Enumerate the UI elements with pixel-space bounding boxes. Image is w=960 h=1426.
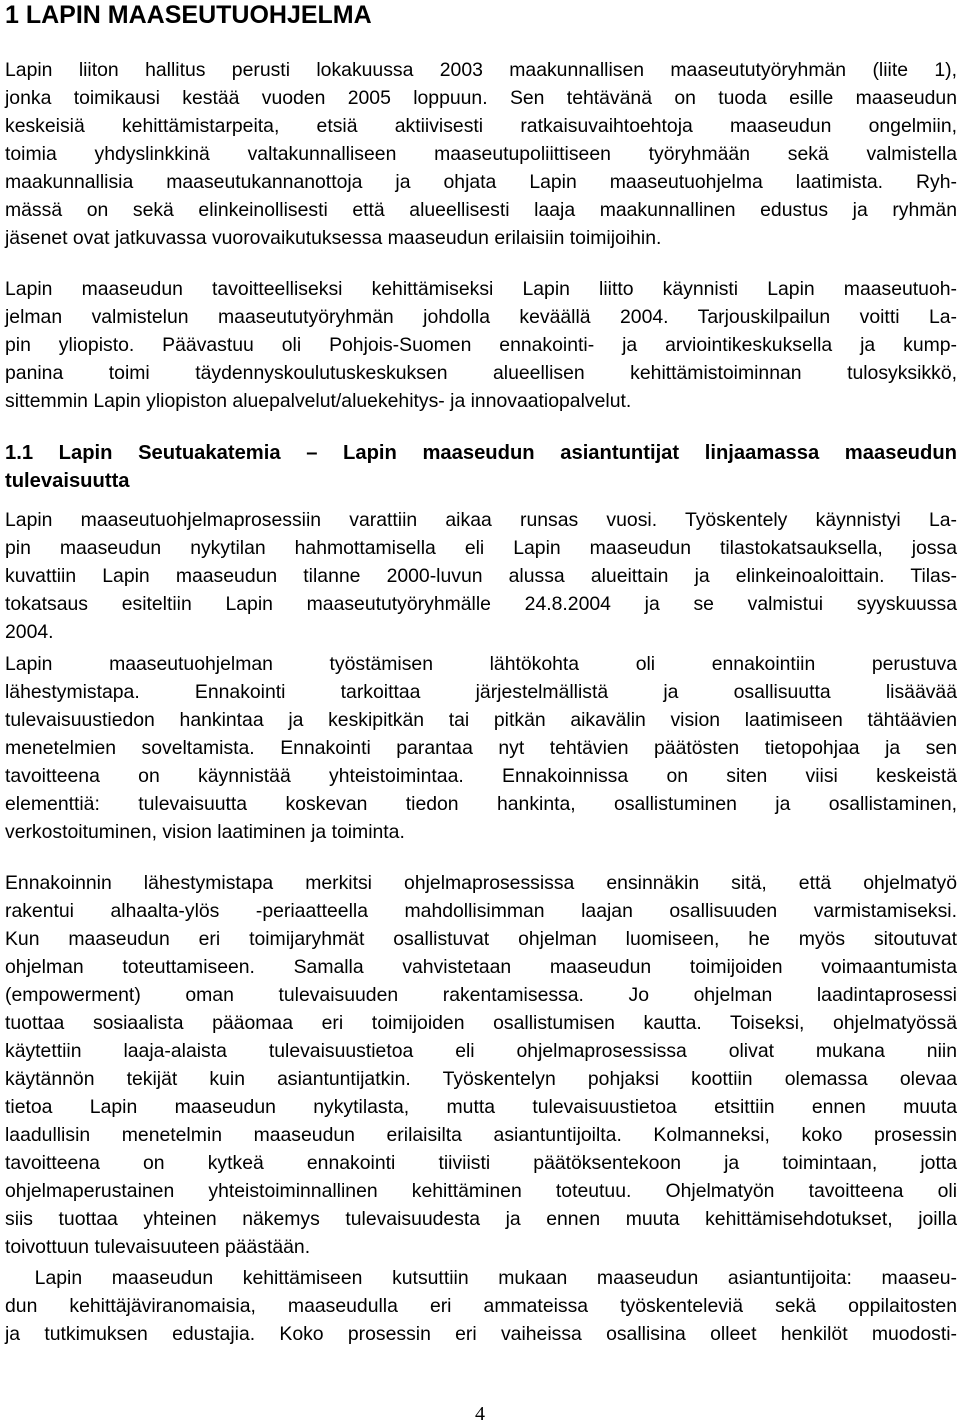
text-line: laadullisin menetelmin maaseudun erilaisilta asiantuntijoilta. Kolmanneksi, koko prosessin — [5, 1124, 957, 1146]
text-line: elementtiä: tulevaisuutta koskevan tiedon hankinta, osallistuminen ja osallistaminen, — [5, 793, 957, 815]
text-line: ohjelmaperustainen yhteistoiminnallinen kehittäminen toteutuu. Ohjelmatyön tavoitteena oli — [5, 1180, 957, 1202]
text-line: jelman valmistelun maaseututyöryhmän johdolla keväällä 2004. Tarjouskilpailun voitti La- — [5, 306, 957, 328]
paragraph-6 — [5, 1264, 957, 1348]
text-line: toivottuun tulevaisuuteen päästään. — [5, 1236, 311, 1258]
text-line: ohjelman toteuttamiseen. Samalla vahvistetaan maaseudun toimijoiden voimaantumista — [5, 956, 957, 978]
text-line: Lapin liiton hallitus perusti lokakuussa 2003 maakunnallisen maaseututyöryhmän (liite 1), — [5, 59, 957, 81]
page-number: 4 — [475, 1403, 485, 1425]
text-line: Kun maaseudun eri toimijaryhmät osallistuvat ohjelman luomiseen, he myös sitoutuvat — [5, 928, 957, 950]
text-line: tokatsaus esiteltiin Lapin maaseututyöryhmälle 24.8.2004 ja se valmistui syyskuussa — [5, 593, 957, 615]
text-line: jonka toimikausi kestää vuoden 2005 loppuun. Sen tehtävänä on tuoda esille maaseudun — [5, 87, 957, 109]
text-line: mässä on sekä elinkeinollisesti että alueellisesti laaja maakunnallinen edustus ja ryhmän — [5, 199, 957, 221]
text-line: Lapin maaseudun kehittämiseen kutsuttiin mukaan maaseudun asiantuntijoita: maaseu- — [5, 1267, 957, 1289]
text-line: maakunnallisia maaseutukannanottoja ja ohjata Lapin maaseutuohjelma laatimista. Ryh- — [5, 171, 957, 193]
heading-line: 1.1 Lapin Seutuakatemia – Lapin maaseudun asiantuntijat linjaamassa maaseudun — [5, 442, 957, 464]
text-line: verkostoituminen, vision laatiminen ja toiminta. — [5, 821, 405, 843]
text-line: dun kehittäjäviranomaisia, maaseudulla eri ammateissa työskenteleviä sekä oppilaitosten — [5, 1295, 957, 1317]
heading-line: tulevaisuutta — [5, 470, 130, 492]
text-line: tietoa Lapin maaseudun nykytilasta, mutta tulevaisuustietoa etsittiin ennen muuta — [5, 1096, 957, 1118]
text-line: lähestymistapa. Ennakointi tarkoittaa järjestelmällistä ja osallisuutta lisäävää — [5, 681, 957, 703]
text-line: tavoitteena on kytkeä ennakointi tiiviisti päätöksentekoon ja toimintaan, jotta — [5, 1152, 957, 1174]
text-line: tuottaa sosiaalista pääomaa eri toimijoiden osallistumisen kautta. Toiseksi, ohjelmatyössä — [5, 1012, 957, 1034]
text-line: Lapin maaseudun tavoitteelliseksi kehittämiseksi Lapin liitto käynnisti Lapin maaseutuoh- — [5, 278, 957, 300]
paragraph-5 — [5, 869, 957, 1261]
section-heading — [5, 439, 957, 495]
text-line: käytännön tekijät kuin asiantuntijatkin. Työskentelyn pohjaksi koottiin olemassa olevaa — [5, 1068, 957, 1090]
paragraph-1 — [5, 56, 957, 252]
text-line: kuvattiin Lapin maaseudun tilanne 2000-luvun alussa alueittain ja elinkeinoaloittain. Tilas- — [5, 565, 957, 587]
paragraph-2 — [5, 275, 957, 415]
paragraph-4 — [5, 650, 957, 846]
text-line: käytettiin laaja-alaista tulevaisuustietoa eli ohjelmaprosessissa olivat mukana niin — [5, 1040, 957, 1062]
text-line: (empowerment) oman tulevaisuuden rakentamisessa. Jo ohjelman laadintaprosessi — [5, 984, 957, 1006]
text-line: Ennakoinnin lähestymistapa merkitsi ohjelmaprosessissa ensinnäkin sitä, että ohjelmatyö — [5, 872, 957, 894]
text-line: ja tutkimuksen edustajia. Koko prosessin eri vaiheissa osallisina olleet henkilöt muodosti- — [5, 1323, 957, 1345]
text-line: menetelmien soveltamista. Ennakointi parantaa nyt tehtävien päätösten tietopohjaa ja sen — [5, 737, 957, 759]
text-line: keskeisiä kehittämistarpeita, etsiä aktiivisesti ratkaisuvaihtoehtoja maaseudun ongelmiin, — [5, 115, 957, 137]
text-line: Lapin maaseutuohjelman työstämisen lähtökohta oli ennakointiin perustuva — [5, 653, 957, 675]
text-line: panina toimi täydennyskoulutuskeskuksen alueellisen kehittämistoiminnan tulosyksikkö, — [5, 362, 957, 384]
text-line: tulevaisuustiedon hankintaa ja keskipitkän tai pitkän aikavälin vision laatimiseen tähtäävien — [5, 709, 957, 731]
text-line: Lapin maaseutuohjelmaprosessiin varattiin aikaa runsas vuosi. Työskentely käynnistyi La- — [5, 509, 957, 531]
text-line: jäsenet ovat jatkuvassa vuorovaikutuksessa maaseudun erilaisiin toimijoihin. — [5, 227, 662, 249]
text-line: sittemmin Lapin yliopiston aluepalvelut/aluekehitys- ja innovaatiopalvelut. — [5, 390, 632, 412]
text-line: rakentui alhaalta-ylös -periaatteella mahdollisimman laajan osallisuuden varmistamiseksi. — [5, 900, 957, 922]
text-line: toimia yhdyslinkkinä valtakunnalliseen maaseutupoliittiseen työryhmään sekä valmistella — [5, 143, 957, 165]
text-line: pin maaseudun nykytilan hahmottamisella eli Lapin maaseudun tilastokatsauksella, jossa — [5, 537, 957, 559]
text-line: tavoitteena on käynnistää yhteistoimintaa. Ennakoinnissa on siten viisi keskeistä — [5, 765, 957, 787]
text-line: pin yliopisto. Päävastuu oli Pohjois-Suomen ennakointi- ja arviointikeskuksella ja kump- — [5, 334, 957, 356]
text-line: 2004. — [5, 621, 54, 643]
text-line: siis tuottaa yhteinen näkemys tulevaisuudesta ja ennen muuta kehittämisehdotukset, joilla — [5, 1208, 957, 1230]
chapter-heading: 1 LAPIN MAASEUTUOHJELMA — [5, 1, 372, 29]
paragraph-3 — [5, 506, 957, 646]
